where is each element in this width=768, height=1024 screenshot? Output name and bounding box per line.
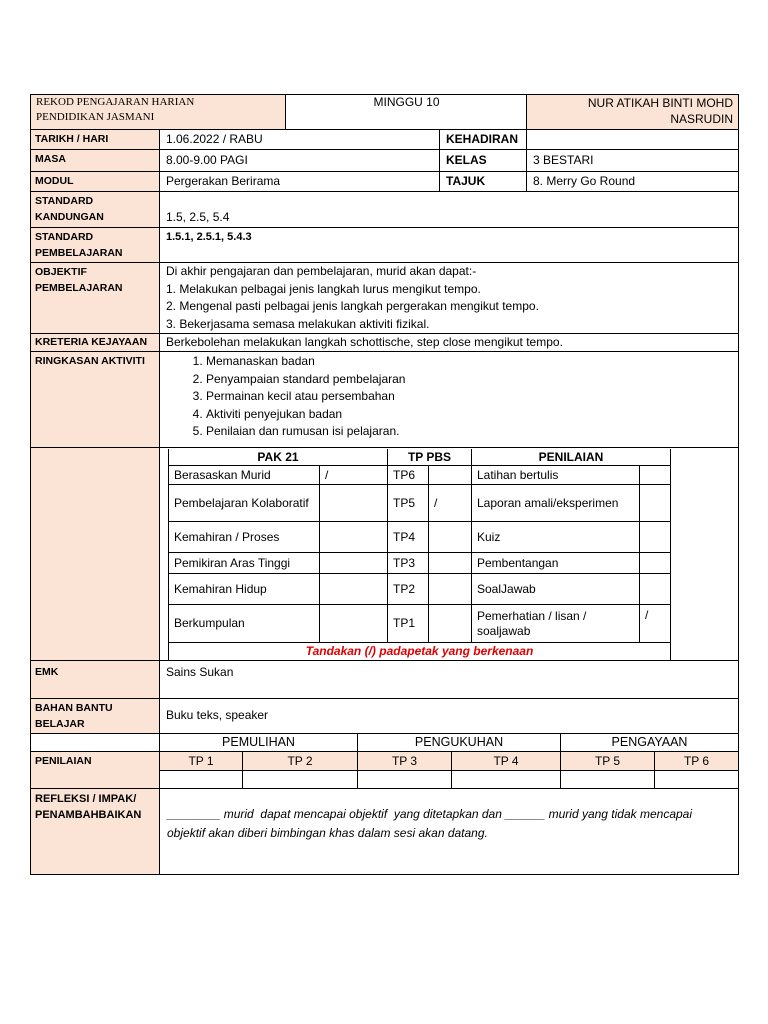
- tp-header: TP 6: [655, 752, 739, 771]
- tp-mark: /: [429, 485, 472, 522]
- pen-mark: [640, 522, 671, 553]
- tp-mark: [429, 466, 472, 485]
- pak-cell: Pemikiran Aras Tinggi: [168, 553, 320, 574]
- tp-cell: TP4: [388, 522, 429, 553]
- kehadiran-label: KEHADIRAN: [440, 130, 527, 150]
- inner-header-tp: TP PBS: [388, 449, 472, 466]
- bbb-label-line1: BAHAN BANTU: [35, 702, 113, 714]
- activity-item: 2. Penyampaian standard pembelajaran: [206, 371, 738, 389]
- pak-block-label: [30, 448, 160, 661]
- tp-mark: [429, 605, 472, 643]
- tp-cell: TP3: [388, 553, 429, 574]
- obj-line: Di akhir pengajaran dan pembelajaran, murid akan dapat:-: [166, 264, 477, 278]
- tajuk-value: 8. Merry Go Round: [527, 172, 739, 192]
- tarikh-value: 1.06.2022 / RABU: [160, 130, 440, 150]
- sk-label: [30, 192, 160, 228]
- tp-header: TP 4: [452, 752, 561, 771]
- sp-label-line1: STANDARD: [35, 231, 94, 243]
- sk-value: 1.5, 2.5, 5.4: [160, 192, 739, 228]
- tp-value: [243, 771, 358, 789]
- ra-label: RINGKASAN AKTIVITI: [30, 352, 160, 448]
- tp-header: TP 1: [160, 752, 243, 771]
- pen-cell: Kuiz: [472, 522, 640, 553]
- teacher-name: [527, 95, 733, 127]
- bbb-value: Buku teks, speaker: [160, 699, 739, 734]
- sp-label-line2: PEMBELAJARAN: [35, 247, 123, 259]
- pen-cell: SoalJawab: [472, 574, 640, 605]
- pak-cell: Kemahiran Hidup: [168, 574, 320, 605]
- activity-item: 5. Penilaian dan rumusan isi pelajaran.: [206, 423, 738, 441]
- obj-label: [30, 263, 160, 334]
- tp-mark: [429, 574, 472, 605]
- modul-label: MODUL: [30, 172, 160, 192]
- activities-cell: [160, 352, 739, 448]
- pen-mark: [640, 574, 671, 605]
- pen-mark: [640, 553, 671, 574]
- activity-item: 4. Aktiviti penyejukan badan: [206, 406, 738, 424]
- pen-mark: /: [640, 605, 671, 643]
- pen-cell: Pembentangan: [472, 553, 640, 574]
- pak-cell: Berkumpulan: [168, 605, 320, 643]
- activities-list: [160, 353, 738, 441]
- sk-label-line1: STANDARD: [35, 195, 94, 207]
- refleksi-value: [160, 789, 739, 875]
- bbb-label-line2: BELAJAR: [35, 718, 85, 730]
- pen-cell: Latihan bertulis: [472, 466, 640, 485]
- pak-cell: Berasaskan Murid: [168, 466, 320, 485]
- header-title: [36, 95, 194, 125]
- sp-label: [30, 228, 160, 263]
- tp-cell: TP5: [388, 485, 429, 522]
- sk-label-line2: KANDUNGAN: [35, 211, 104, 223]
- pen-mark: [640, 466, 671, 485]
- activity-item: 3. Permainan kecil atau persembahan: [206, 388, 738, 406]
- tp-value: [561, 771, 655, 789]
- kelas-label: KELAS: [440, 150, 527, 172]
- tp-cell: TP2: [388, 574, 429, 605]
- modul-value: Pergerakan Berirama: [160, 172, 440, 192]
- tajuk-label: TAJUK: [440, 172, 527, 192]
- sp-value: 1.5.1, 2.5.1, 5.4.3: [160, 228, 739, 263]
- tp-cell: TP1: [388, 605, 429, 643]
- obj-value: [160, 263, 739, 334]
- kehadiran-value: [527, 130, 739, 150]
- obj-label-line2: PEMBELAJARAN: [35, 282, 123, 294]
- teacher-name-line1: NUR ATIKAH BINTI MOHD: [587, 96, 733, 110]
- obj-line: 3. Bekerjasama semasa melakukan aktiviti fizikal.: [166, 316, 430, 331]
- refleksi-label: [30, 789, 160, 875]
- masa-label: MASA: [30, 150, 160, 172]
- kk-value: Berkebolehan melakukan langkah schottische, step close mengikut tempo.: [160, 334, 739, 352]
- tp-value: [160, 771, 243, 789]
- obj-line: 2. Mengenal pasti pelbagai jenis langkah pergerakan mengikut tempo.: [166, 299, 539, 313]
- penilaian-label: PENILAIAN: [30, 752, 160, 789]
- tp-value: [358, 771, 452, 789]
- bbb-label: [30, 699, 160, 734]
- tarikh-label: TARIKH / HARI: [30, 130, 160, 150]
- emk-value: Sains Sukan: [160, 661, 739, 699]
- tp-value: [655, 771, 739, 789]
- pak-mark: [320, 485, 388, 522]
- pak-cell: Kemahiran / Proses: [168, 522, 320, 553]
- group-pemulihan: PEMULIHAN: [160, 734, 358, 752]
- tp-header: TP 3: [358, 752, 452, 771]
- teacher-name-line2: NASRUDIN: [670, 112, 733, 126]
- activity-item: 1. Memanaskan badan: [206, 353, 738, 371]
- group-pengukuhan: PENGUKUHAN: [358, 734, 561, 752]
- pak-mark: [320, 522, 388, 553]
- tp-value: [452, 771, 561, 789]
- week-label: MINGGU 10: [373, 95, 440, 109]
- pak-cell: Pembelajaran Kolaboratif: [168, 485, 320, 522]
- emk-label: EMK: [30, 661, 160, 699]
- refleksi-label-line2: PENAMBAHBAIKAN: [35, 809, 142, 821]
- penilaian-blank: [30, 734, 160, 752]
- group-pengayaan: PENGAYAAN: [561, 734, 739, 752]
- tp-mark: [429, 522, 472, 553]
- obj-label-line1: OBJEKTIF: [35, 266, 87, 278]
- masa-value: 8.00-9.00 PAGI: [160, 150, 440, 172]
- pen-mark: [640, 485, 671, 522]
- pen-cell: Laporan amali/eksperimen: [472, 485, 640, 522]
- tp-mark: [429, 553, 472, 574]
- pak-mark: [320, 553, 388, 574]
- refleksi-label-line1: REFLEKSI / IMPAK/: [35, 793, 137, 805]
- inner-header-pak: PAK 21: [168, 449, 388, 466]
- pak-mark: /: [320, 466, 388, 485]
- pak-mark: [320, 574, 388, 605]
- refleksi-line: ________ murid dapat mencapai objektif yang ditetapkan dan ______ murid yang tidak mencapai: [167, 807, 693, 821]
- refleksi-line: objektif akan diberi bimbingan khas dalam sesi akan datang.: [167, 826, 488, 840]
- tp-cell: TP6: [388, 466, 429, 485]
- header-title-line1: REKOD PENGAJARAN HARIAN: [36, 96, 195, 108]
- pak-mark: [320, 605, 388, 643]
- header-title-line2: PENDIDIKAN JASMANI: [36, 111, 155, 123]
- kelas-value: 3 BESTARI: [527, 150, 739, 172]
- tp-header: TP 2: [243, 752, 358, 771]
- obj-line: 1. Melakukan pelbagai jenis langkah lurus mengikut tempo.: [166, 281, 481, 296]
- inner-header-pen: PENILAIAN: [472, 449, 671, 466]
- inner-note: Tandakan (/) padapetak yang berkenaan: [168, 643, 671, 661]
- kk-label: KRETERIA KEJAYAAN: [30, 334, 160, 352]
- tp-header: TP 5: [561, 752, 655, 771]
- pen-cell: Pemerhatian / lisan / soaljawab: [472, 605, 640, 643]
